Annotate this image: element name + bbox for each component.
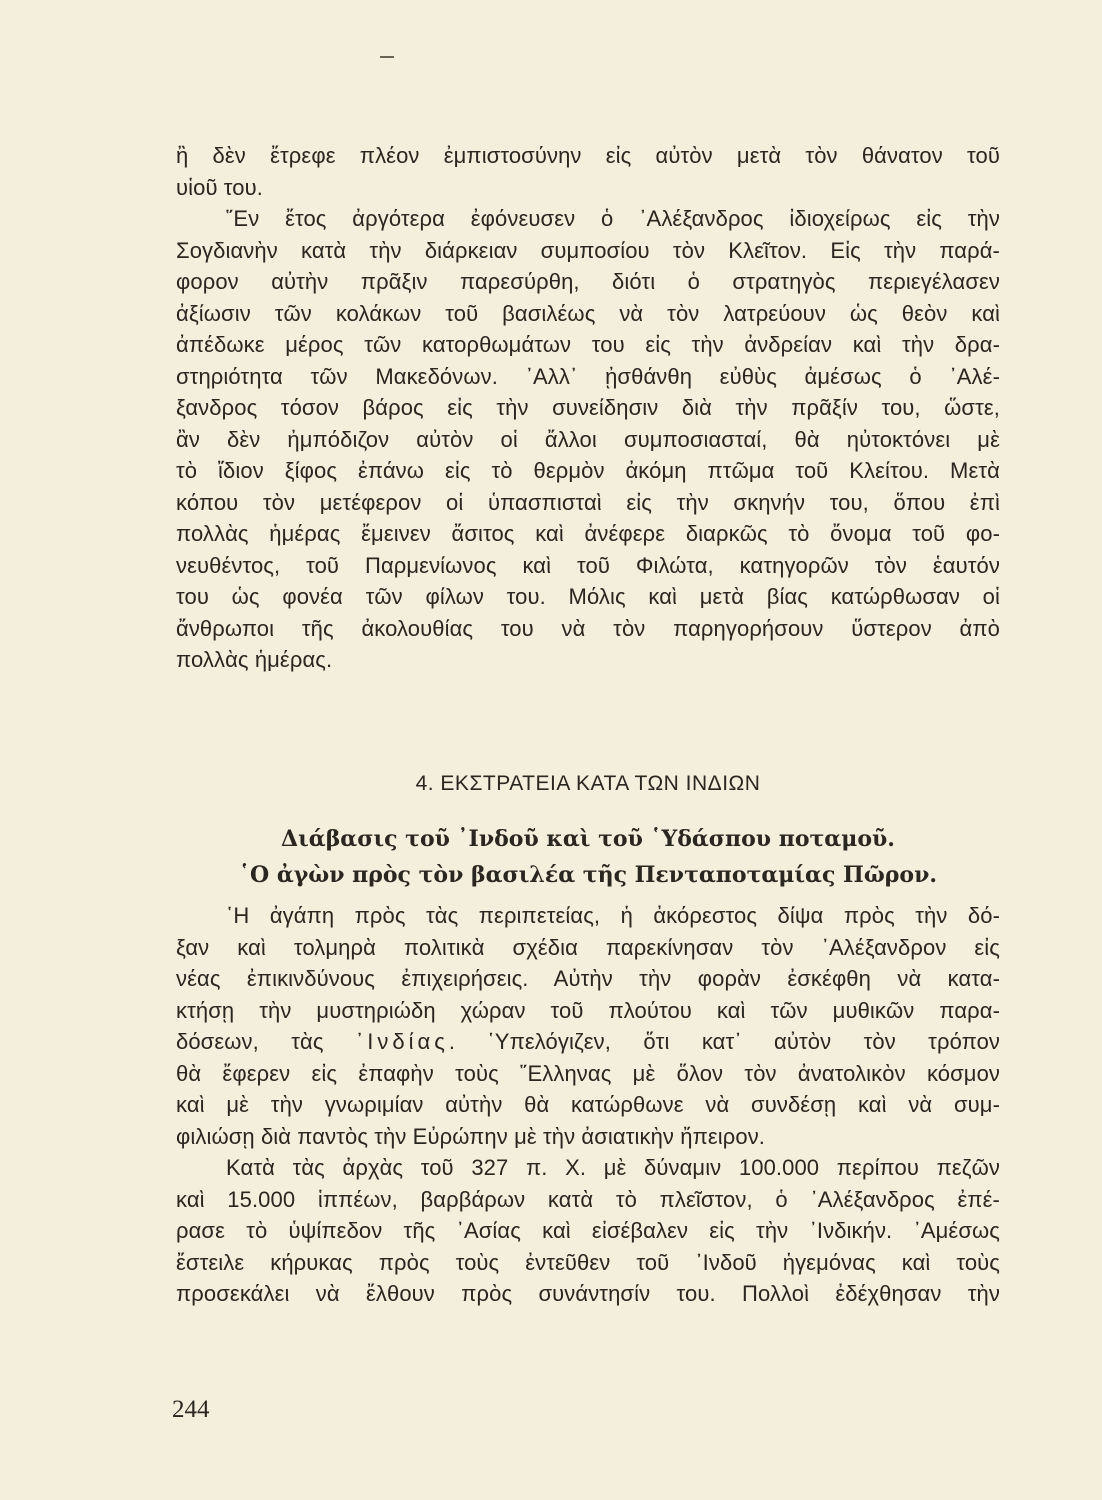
text-line: θὰ ἔφερεν εἰς ἐπαφὴν τοὺς ῞Ελληνας μὲ ὅλον τὸν ἀνατολικὸν κόσμον [176, 1060, 1000, 1086]
text-line: ξαν καὶ τολμηρὰ πολιτικὰ σχέδια παρεκίνησαν τὸν ᾿Αλέξανδρον εἰς [176, 934, 1000, 960]
text-line-composite [176, 1026, 1000, 1058]
paragraph-block-1 [176, 140, 1000, 676]
text-line: ῾Η ἀγάπη πρὸς τὰς περιπετείας, ἡ ἀκόρεστος δίψα πρὸς τὴν δό- [226, 903, 1000, 928]
text-line: πολλὰς ἡμέρας. [176, 647, 333, 672]
text-line: ἀξίωσιν τῶν κολάκων τοῦ βασιλέως νὰ τὸν λατρεύουν ὡς θεὸν καὶ [176, 300, 1000, 326]
text-line: πολλὰς ἡμέρας ἔμεινεν ἄσιτος καὶ ἀνέφερε διαρκῶς τὸ ὄνομα τοῦ φο- [176, 521, 1000, 546]
text-line: ξανδρος τόσον βάρος εἰς τὴν συνείδησιν διὰ τὴν πρᾶξίν του, ὥστε, [176, 395, 1000, 420]
text-line: στηριότητα τῶν Μακεδόνων. ᾿Αλλ᾿ ᾐσθάνθη εὐθὺς ἀμέσως ὁ ᾿Αλέ- [176, 363, 1000, 389]
text-line: ἄνθρωποι τῆς ἀκολουθίας του νὰ τὸν παρηγορήσουν ὕστερον ἀπὸ [176, 615, 1000, 641]
text-line: καὶ μὲ τὴν γνωριμίαν αὐτὴν θὰ κατώρθωνε νὰ συνδέσῃ καὶ νὰ συμ- [176, 1092, 1000, 1117]
text-line: Σογδιανὴν κατὰ τὴν διάρκειαν συμποσίου τὸν Κλεῖτον. Εἰς τὴν παρά- [176, 237, 1000, 263]
text-fragment: δόσεων, τὰς [176, 1029, 324, 1054]
text-line: τὸ ἴδιον ξίφος ἐπάνω εἰς τὸ θερμὸν ἀκόμη πτῶμα τοῦ Κλείτου. Μετὰ [176, 458, 1000, 483]
text-fragment: . ῾Υπελόγιζεν, ὅτι κατ᾿ αὐτὸν τὸν τρόπον [448, 1029, 1000, 1054]
text-line: ἔστειλε κήρυκας πρὸς τοὺς ἐντεῦθεν τοῦ ᾿Ινδοῦ ἡγεμόνας καὶ τοὺς [176, 1249, 1000, 1275]
text-line: νευθέντος, τοῦ Παρμενίωνος καὶ τοῦ Φιλώτα, κατηγορῶν τὸν ἑαυτόν [176, 552, 1000, 578]
text-line: κόπου τὸν μετέφερον οἱ ὑπασπισταὶ εἰς τὴν σκηνήν του, ὅπου ἐπὶ [176, 489, 1000, 515]
text-line: του ὡς φονέα τῶν φίλων του. Μόλις καὶ μετὰ βίας κατώρθωσαν οἱ [176, 584, 1000, 609]
text-line: ἢ δὲν ἔτρεφε πλέον ἐμπιστοσύνην εἰς αὐτὸν μετὰ τὸν θάνατον τοῦ [176, 143, 1000, 168]
text-line: ἂν δὲν ἠμπόδιζον αὐτὸν οἱ ἄλλοι συμποσιασταί, θὰ ηὐτοκτόνει μὲ [176, 426, 1000, 452]
text-line: φορον αὐτὴν πρᾶξιν παρεσύρθη, διότι ὁ στρατηγὸς περιεγέλασεν [176, 269, 1000, 294]
text-line: φιλιώσῃ διὰ παντὸς τὴν Εὐρώπην μὲ τὴν ἀσιατικὴν ἤπειρον. [176, 1123, 766, 1149]
text-line: ρασε τὸ ὑψίπεδον τῆς ᾿Ασίας καὶ εἰσέβαλεν εἰς τὴν ᾿Ινδικήν. ᾿Αμέσως [176, 1218, 1000, 1243]
text-line: καὶ 15.000 ἱππέων, βαρβάρων κατὰ τὸ πλεῖστον, ὁ ᾿Αλέξανδρος ἐπέ- [176, 1186, 1000, 1212]
text-line: ῞Εν ἔτος ἀργότερα ἐφόνευσεν ὁ ᾿Αλέξανδρος ἰδιοχείρως εἰς τὴν [226, 206, 1000, 231]
section-subtitle: ῾Ο ἀγὼν πρὸς τὸν βασιλέα τῆς Πενταποταμίας Πῶρον. [239, 862, 937, 888]
text-line: Κατὰ τὰς ἀρχὰς τοῦ 327 π. Χ. μὲ δύναμιν 100.000 περίπου πεζῶν [226, 1155, 1000, 1180]
section-subtitle: Διάβασις τοῦ ᾿Ινδοῦ καὶ τοῦ ῾Υδάσπου ποταμοῦ. [281, 826, 895, 852]
text-line: ἀπέδωκε μέρος τῶν κατορθωμάτων του εἰς τὴν ἀνδρείαν καὶ τὴν δρα- [176, 332, 1000, 357]
text-line: προσεκάλει νὰ ἔλθουν πρὸς συνάντησίν του. Πολλοὶ ἐδέχθησαν τὴν [176, 1281, 1000, 1306]
text-line: νέας ἐπικινδύνους ἐπιχειρήσεις. Αὐτὴν τὴν φορὰν ἐσκέφθη νὰ κατα- [176, 966, 1000, 991]
page-number: 244 [172, 1396, 210, 1423]
top-mark [380, 56, 394, 58]
section-heading: 4. ΕΚΣΤΡΑΤΕΙΑ ΚΑΤΑ ΤΩΝ ΙΝΔΙΩΝ [415, 772, 761, 795]
emphasized-word: ᾿Ινδίας [355, 1029, 449, 1054]
text-line: κτήσῃ τὴν μυστηριώδη χώραν τοῦ πλούτου καὶ τῶν μυθικῶν παρα- [176, 997, 1000, 1023]
paragraph-block-2 [176, 900, 1000, 1310]
text-line: υἱοῦ του. [176, 174, 263, 200]
